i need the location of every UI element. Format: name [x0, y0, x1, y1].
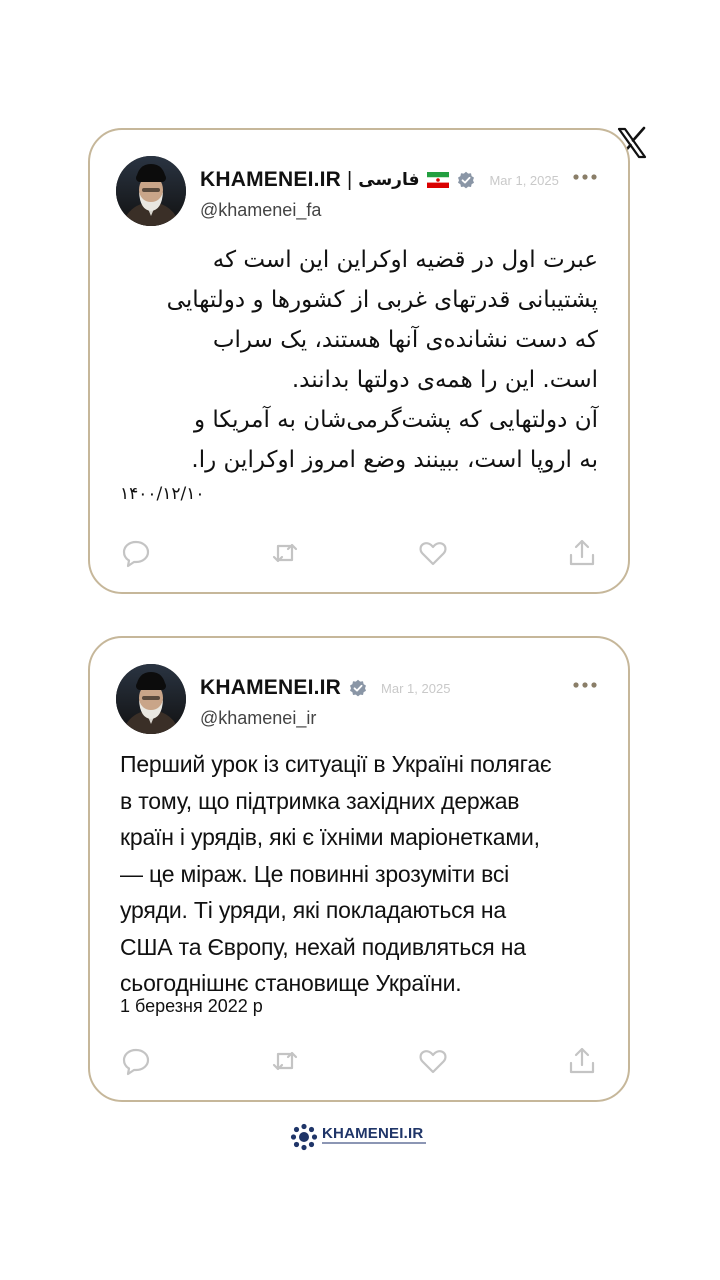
tweet-text-line: в тому, що підтримка західних держав — [120, 787, 520, 814]
tweet-text-line: сьогоднішнє становище України. — [120, 970, 462, 996]
tweet-text-line: است. این را همه‌ی دولتها بدانند. — [291, 367, 598, 393]
post-date: Mar 1, 2025 — [489, 172, 559, 188]
tweet-card-farsi[interactable] — [88, 128, 630, 594]
share-icon[interactable] — [566, 1045, 598, 1077]
verified-badge-icon — [349, 679, 367, 697]
account-handle[interactable]: @khamenei_ir — [200, 708, 317, 728]
more-options-icon[interactable] — [572, 172, 598, 182]
tweet-text-line: країн і урядів, які є їхніми маріонетками, — [120, 824, 540, 850]
tweet-text-line: که دست نشانده‌ی آنها هستند، یک سراب — [212, 327, 598, 353]
account-handle[interactable]: @khamenei_fa — [200, 200, 322, 220]
avatar[interactable] — [116, 156, 186, 226]
tweet-text-line: — це міраж. Це повинні зрозуміти всі — [120, 860, 510, 887]
retweet-icon[interactable] — [269, 1045, 301, 1077]
reply-icon[interactable] — [120, 537, 152, 569]
reply-icon[interactable] — [120, 1045, 152, 1077]
iran-flag-icon — [427, 172, 449, 188]
name-separator: | — [347, 168, 353, 191]
tweet-text-line: آن دولتهایی که پشت‌گرمی‌شان به آمریکا و — [193, 407, 598, 433]
account-name[interactable]: KHAMENEI.IR — [200, 168, 342, 191]
post-date: Mar 1, 2025 — [381, 680, 451, 696]
footer-logo — [290, 1123, 430, 1153]
tweet-text-date: ۱۴۰۰/۱۲/۱۰ — [120, 484, 205, 504]
tweet-text-line: уряди. Ті уряди, які покладаються на — [120, 897, 507, 923]
tweet-text-line: به اروپا است، ببینند وضع امروز اوکراین را. — [191, 447, 598, 473]
more-options-icon[interactable] — [572, 680, 598, 690]
tweet-text — [120, 240, 598, 480]
retweet-icon[interactable] — [269, 537, 301, 569]
account-name[interactable]: KHAMENEI.IR — [200, 676, 342, 699]
tweet-text — [120, 746, 600, 1002]
khamenei-logo-icon — [290, 1123, 318, 1151]
like-icon[interactable] — [417, 537, 449, 569]
avatar[interactable] — [116, 664, 186, 734]
tweet-text-line: Перший урок із ситуації в Україні полягає — [120, 751, 552, 777]
tweet-text-date: 1 березня 2022 р — [120, 996, 263, 1016]
footer-brand: KHAMENEI.IR — [322, 1125, 424, 1142]
verified-badge-icon — [457, 171, 475, 189]
language-label: فارسی — [358, 170, 420, 189]
action-bar — [120, 1044, 598, 1078]
tweet-text-line: عبرت اول در قضیه اوکراین این است که — [212, 247, 598, 273]
like-icon[interactable] — [417, 1045, 449, 1077]
footer-subtitle-mark — [322, 1142, 426, 1144]
action-bar — [120, 536, 598, 570]
tweet-text-line: پشتیبانی قدرتهای غربی از کشورها و دولتهایی — [166, 287, 598, 313]
tweet-text-line: США та Європу, нехай подивляться на — [120, 933, 526, 960]
tweet-card-ukrainian[interactable] — [88, 636, 630, 1102]
share-icon[interactable] — [566, 537, 598, 569]
